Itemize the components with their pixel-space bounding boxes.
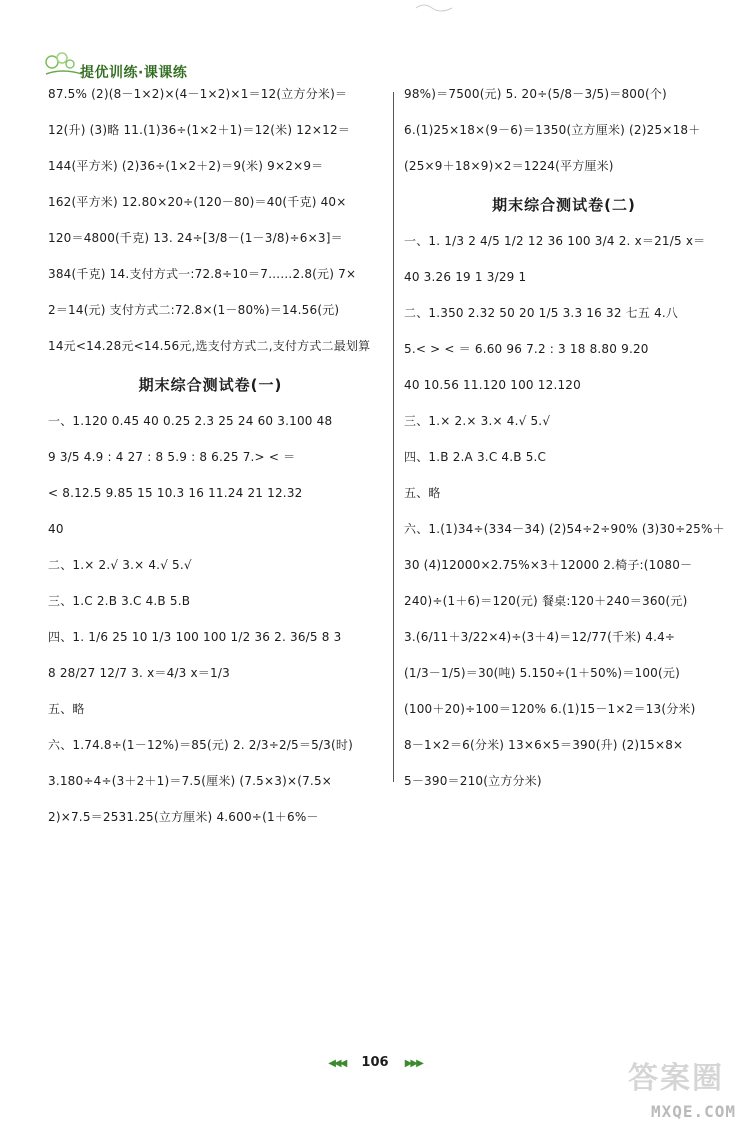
answer-line: 87.5% (2)(8－1×2)×(4－1×2)×1＝12(立方分米)＝: [48, 87, 348, 101]
section-title: 期末综合测试卷(一): [138, 376, 283, 394]
answer-line: 3.(6/11＋3/22×4)÷(3＋4)＝12/77(千米) 4.4÷: [404, 630, 676, 644]
answer-line: 六、1.74.8÷(1－12%)＝85(元) 2. 2/3÷2/5＝5/3(时): [48, 738, 353, 752]
answer-line: 12(升) (3)略 11.(1)36÷(1×2＋1)＝12(米) 12×12＝: [48, 123, 351, 137]
section-title: 期末综合测试卷(二): [492, 196, 636, 214]
page-number: 106: [361, 1055, 389, 1070]
answer-line: 四、1.B 2.A 3.C 4.B 5.C: [404, 450, 547, 464]
scan-mark: [414, 0, 454, 14]
watermark-brand: 答案圈: [628, 1061, 724, 1096]
answer-line: (25×9＋18×9)×2＝1224(平方厘米): [404, 159, 614, 173]
column-divider: [393, 92, 394, 782]
answer-line: 40: [48, 522, 64, 536]
answer-line: < 8.12.5 9.85 15 10.3 16 11.24 21 12.32: [48, 486, 303, 500]
answer-line: 30 (4)12000×2.75%×3＋12000 2.椅子:(1080－: [404, 558, 693, 572]
answer-line: 一、1.120 0.45 40 0.25 2.3 25 24 60 3.100 48: [48, 414, 333, 428]
answer-line: 14元<14.28元<14.56元,选支付方式二,支付方式二最划算: [48, 339, 371, 353]
right-column: [404, 86, 724, 809]
answer-line: (100＋20)÷100＝120% 6.(1)15－1×2＝13(分米): [404, 702, 696, 716]
answer-line: 384(千克) 14.支付方式一:72.8÷10＝7……2.8(元) 7×: [48, 267, 357, 281]
left-arrows-icon: ◀◀◀: [328, 1058, 346, 1069]
answer-line: 3.180÷4÷(3＋2＋1)＝7.5(厘米) (7.5×3)×(7.5×: [48, 774, 333, 788]
left-column: [48, 86, 373, 845]
answer-line: 144(平方米) (2)36÷(1×2＋2)＝9(米) 9×2×9＝: [48, 159, 324, 173]
watermark-site: MXQE.COM: [650, 1102, 736, 1121]
answer-line: 一、1. 1/3 2 4/5 1/2 12 36 100 3/4 2. x＝21/5 x＝: [404, 234, 706, 248]
answer-line: 四、1. 1/6 25 10 1/3 100 100 1/2 36 2. 36/5 8 3: [48, 630, 342, 644]
answer-line: 240)÷(1＋6)＝120(元) 餐桌:120＋240＝360(元): [404, 594, 688, 608]
answer-line: 五、略: [48, 702, 85, 716]
answer-line: 2＝14(元) 支付方式二:72.8×(1－80%)＝14.56(元): [48, 303, 340, 317]
answer-line: (1/3－1/5)＝30(吨) 5.150÷(1＋50%)＝100(元): [404, 666, 680, 680]
answer-line: 9 3/5 4.9 : 4 27 : 8 5.9 : 8 6.25 7.> < ＝: [48, 450, 296, 464]
right-arrows-icon: ▶▶▶: [404, 1058, 422, 1069]
answer-line: 二、1.× 2.√ 3.× 4.√ 5.√: [48, 558, 192, 572]
answer-line: 98%)＝7500(元) 5. 20÷(5/8－3/5)＝800(个): [404, 87, 667, 101]
header-title: 提优训练·课课练: [80, 65, 188, 81]
page-header: [42, 50, 262, 86]
answer-line: 8－1×2＝6(分米) 13×6×5＝390(升) (2)15×8×: [404, 738, 684, 752]
answer-line: 二、1.350 2.32 50 20 1/5 3.3 16 32 七五 4.八: [404, 306, 679, 320]
answer-line: 五、略: [404, 486, 441, 500]
answer-line: 三、1.× 2.× 3.× 4.√ 5.√: [404, 414, 551, 428]
answer-line: 5.< > < ＝ 6.60 96 7.2 : 3 18 8.80 9.20: [404, 342, 649, 356]
answer-line: 6.(1)25×18×(9－6)＝1350(立方厘米) (2)25×18＋: [404, 123, 701, 137]
answer-line: 120＝4800(千克) 13. 24÷[3/8－(1－3/8)÷6×3]＝: [48, 231, 343, 245]
answer-line: 8 28/27 12/7 3. x＝4/3 x＝1/3: [48, 666, 230, 680]
answer-line: 三、1.C 2.B 3.C 4.B 5.B: [48, 594, 191, 608]
answer-line: 40 3.26 19 1 3/29 1: [404, 270, 527, 284]
answer-line: 162(平方米) 12.80×20÷(120－80)＝40(千克) 40×: [48, 195, 347, 209]
answer-line: 六、1.(1)34÷(334－34) (2)54÷2÷90% (3)30÷25%＋: [404, 522, 725, 536]
answer-line: 5－390＝210(立方分米): [404, 774, 542, 788]
answer-line: 40 10.56 11.120 100 12.120: [404, 378, 581, 392]
answer-line: 2)×7.5＝2531.25(立方厘米) 4.600÷(1＋6%－: [48, 810, 319, 824]
